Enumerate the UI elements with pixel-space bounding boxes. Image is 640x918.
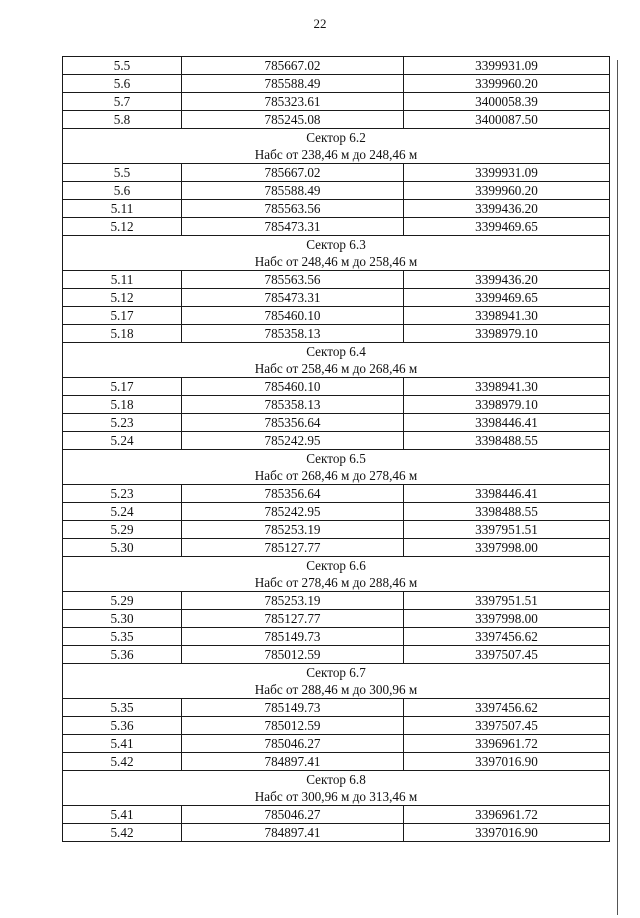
sector-range-row: [63, 360, 610, 378]
sector-header-row: [63, 557, 610, 575]
y-coordinate-cell: 3397016.90: [404, 753, 610, 771]
table-row: [63, 539, 610, 557]
x-coordinate-cell: 785667.02: [182, 164, 404, 182]
point-number-cell: 5.11: [63, 271, 182, 289]
point-number-cell: 5.36: [63, 717, 182, 735]
y-coordinate-cell: 3399931.09: [404, 164, 610, 182]
sector-range-row: [63, 146, 610, 164]
table-row: [63, 414, 610, 432]
x-coordinate-cell: 785127.77: [182, 610, 404, 628]
y-coordinate-cell: 3398941.30: [404, 378, 610, 396]
table-row: [63, 200, 610, 218]
table-row: [63, 592, 610, 610]
y-coordinate-cell: 3396961.72: [404, 735, 610, 753]
page-edge-rule: [617, 60, 618, 915]
sector-header-row: [63, 771, 610, 789]
point-number-cell: 5.18: [63, 396, 182, 414]
y-coordinate-cell: 3400087.50: [404, 111, 610, 129]
point-number-cell: 5.23: [63, 414, 182, 432]
x-coordinate-cell: 785245.08: [182, 111, 404, 129]
x-coordinate-cell: 785356.64: [182, 485, 404, 503]
sector-range: Набс от 278,46 м до 288,46 м: [63, 574, 610, 592]
table-row: [63, 735, 610, 753]
point-number-cell: 5.35: [63, 628, 182, 646]
table-row: [63, 753, 610, 771]
x-coordinate-cell: 785563.56: [182, 200, 404, 218]
y-coordinate-cell: 3397951.51: [404, 592, 610, 610]
y-coordinate-cell: 3397998.00: [404, 610, 610, 628]
table-row: [63, 432, 610, 450]
sector-range-row: [63, 788, 610, 806]
point-number-cell: 5.5: [63, 164, 182, 182]
sector-title: Сектор 6.3: [63, 236, 610, 254]
x-coordinate-cell: 785253.19: [182, 592, 404, 610]
x-coordinate-cell: 785460.10: [182, 307, 404, 325]
x-coordinate-cell: 785323.61: [182, 93, 404, 111]
table-row: [63, 378, 610, 396]
sector-title: Сектор 6.4: [63, 343, 610, 361]
y-coordinate-cell: 3399931.09: [404, 57, 610, 75]
y-coordinate-cell: 3398488.55: [404, 432, 610, 450]
table-row: [63, 325, 610, 343]
point-number-cell: 5.24: [63, 503, 182, 521]
sector-range-row: [63, 253, 610, 271]
point-number-cell: 5.24: [63, 432, 182, 450]
point-number-cell: 5.35: [63, 699, 182, 717]
point-number-cell: 5.8: [63, 111, 182, 129]
sector-header-row: [63, 129, 610, 147]
sector-range-row: [63, 467, 610, 485]
point-number-cell: 5.30: [63, 539, 182, 557]
y-coordinate-cell: 3397456.62: [404, 628, 610, 646]
sector-range: Набс от 258,46 м до 268,46 м: [63, 360, 610, 378]
table-row: [63, 699, 610, 717]
x-coordinate-cell: 785473.31: [182, 289, 404, 307]
point-number-cell: 5.41: [63, 806, 182, 824]
sector-range-row: [63, 681, 610, 699]
sector-title: Сектор 6.5: [63, 450, 610, 468]
x-coordinate-cell: 785012.59: [182, 646, 404, 664]
x-coordinate-cell: 785242.95: [182, 503, 404, 521]
y-coordinate-cell: 3398979.10: [404, 325, 610, 343]
y-coordinate-cell: 3397507.45: [404, 646, 610, 664]
sector-title: Сектор 6.6: [63, 557, 610, 575]
x-coordinate-cell: 785149.73: [182, 628, 404, 646]
x-coordinate-cell: 785563.56: [182, 271, 404, 289]
y-coordinate-cell: 3398446.41: [404, 414, 610, 432]
sector-header-row: [63, 664, 610, 682]
y-coordinate-cell: 3397456.62: [404, 699, 610, 717]
table-row: [63, 75, 610, 93]
point-number-cell: 5.36: [63, 646, 182, 664]
y-coordinate-cell: 3396961.72: [404, 806, 610, 824]
table-row: [63, 289, 610, 307]
point-number-cell: 5.7: [63, 93, 182, 111]
point-number-cell: 5.41: [63, 735, 182, 753]
x-coordinate-cell: 785473.31: [182, 218, 404, 236]
sector-title: Сектор 6.7: [63, 664, 610, 682]
coordinates-table-body: [63, 57, 610, 842]
y-coordinate-cell: 3398941.30: [404, 307, 610, 325]
table-row: [63, 218, 610, 236]
point-number-cell: 5.12: [63, 218, 182, 236]
y-coordinate-cell: 3398979.10: [404, 396, 610, 414]
table-row: [63, 503, 610, 521]
point-number-cell: 5.12: [63, 289, 182, 307]
y-coordinate-cell: 3398488.55: [404, 503, 610, 521]
sector-range: Набс от 288,46 м до 300,96 м: [63, 681, 610, 699]
sector-title: Сектор 6.8: [63, 771, 610, 789]
sector-header-row: [63, 343, 610, 361]
x-coordinate-cell: 785149.73: [182, 699, 404, 717]
point-number-cell: 5.5: [63, 57, 182, 75]
point-number-cell: 5.29: [63, 521, 182, 539]
sector-range: Набс от 238,46 м до 248,46 м: [63, 146, 610, 164]
point-number-cell: 5.6: [63, 75, 182, 93]
sector-range-row: [63, 574, 610, 592]
y-coordinate-cell: 3397951.51: [404, 521, 610, 539]
sector-title: Сектор 6.2: [63, 129, 610, 147]
x-coordinate-cell: 785588.49: [182, 75, 404, 93]
table-row: [63, 806, 610, 824]
y-coordinate-cell: 3397016.90: [404, 824, 610, 842]
table-row: [63, 646, 610, 664]
y-coordinate-cell: 3399960.20: [404, 182, 610, 200]
point-number-cell: 5.29: [63, 592, 182, 610]
y-coordinate-cell: 3399960.20: [404, 75, 610, 93]
table-row: [63, 485, 610, 503]
x-coordinate-cell: 785253.19: [182, 521, 404, 539]
table-row: [63, 628, 610, 646]
sector-range: Набс от 300,96 м до 313,46 м: [63, 788, 610, 806]
point-number-cell: 5.17: [63, 307, 182, 325]
y-coordinate-cell: 3398446.41: [404, 485, 610, 503]
y-coordinate-cell: 3397998.00: [404, 539, 610, 557]
x-coordinate-cell: 785358.13: [182, 396, 404, 414]
x-coordinate-cell: 784897.41: [182, 753, 404, 771]
sector-header-row: [63, 236, 610, 254]
y-coordinate-cell: 3399469.65: [404, 289, 610, 307]
point-number-cell: 5.42: [63, 753, 182, 771]
point-number-cell: 5.30: [63, 610, 182, 628]
x-coordinate-cell: 785358.13: [182, 325, 404, 343]
table-row: [63, 396, 610, 414]
point-number-cell: 5.6: [63, 182, 182, 200]
table-row: [63, 164, 610, 182]
table-row: [63, 182, 610, 200]
x-coordinate-cell: 785356.64: [182, 414, 404, 432]
x-coordinate-cell: 785460.10: [182, 378, 404, 396]
x-coordinate-cell: 785667.02: [182, 57, 404, 75]
x-coordinate-cell: 785588.49: [182, 182, 404, 200]
x-coordinate-cell: 785242.95: [182, 432, 404, 450]
page-number: 22: [313, 16, 327, 31]
x-coordinate-cell: 785012.59: [182, 717, 404, 735]
table-row: [63, 824, 610, 842]
point-number-cell: 5.23: [63, 485, 182, 503]
point-number-cell: 5.11: [63, 200, 182, 218]
table-row: [63, 610, 610, 628]
x-coordinate-cell: 784897.41: [182, 824, 404, 842]
x-coordinate-cell: 785046.27: [182, 735, 404, 753]
y-coordinate-cell: 3397507.45: [404, 717, 610, 735]
point-number-cell: 5.42: [63, 824, 182, 842]
table-row: [63, 57, 610, 75]
sector-range: Набс от 268,46 м до 278,46 м: [63, 467, 610, 485]
y-coordinate-cell: 3399436.20: [404, 271, 610, 289]
table-row: [63, 717, 610, 735]
x-coordinate-cell: 785046.27: [182, 806, 404, 824]
x-coordinate-cell: 785127.77: [182, 539, 404, 557]
table-row: [63, 111, 610, 129]
sector-range: Набс от 248,46 м до 258,46 м: [63, 253, 610, 271]
y-coordinate-cell: 3399436.20: [404, 200, 610, 218]
point-number-cell: 5.18: [63, 325, 182, 343]
table-row: [63, 93, 610, 111]
sector-header-row: [63, 450, 610, 468]
y-coordinate-cell: 3400058.39: [404, 93, 610, 111]
table-row: [63, 521, 610, 539]
point-number-cell: 5.17: [63, 378, 182, 396]
table-row: [63, 307, 610, 325]
coordinates-table: [62, 56, 610, 842]
y-coordinate-cell: 3399469.65: [404, 218, 610, 236]
table-row: [63, 271, 610, 289]
